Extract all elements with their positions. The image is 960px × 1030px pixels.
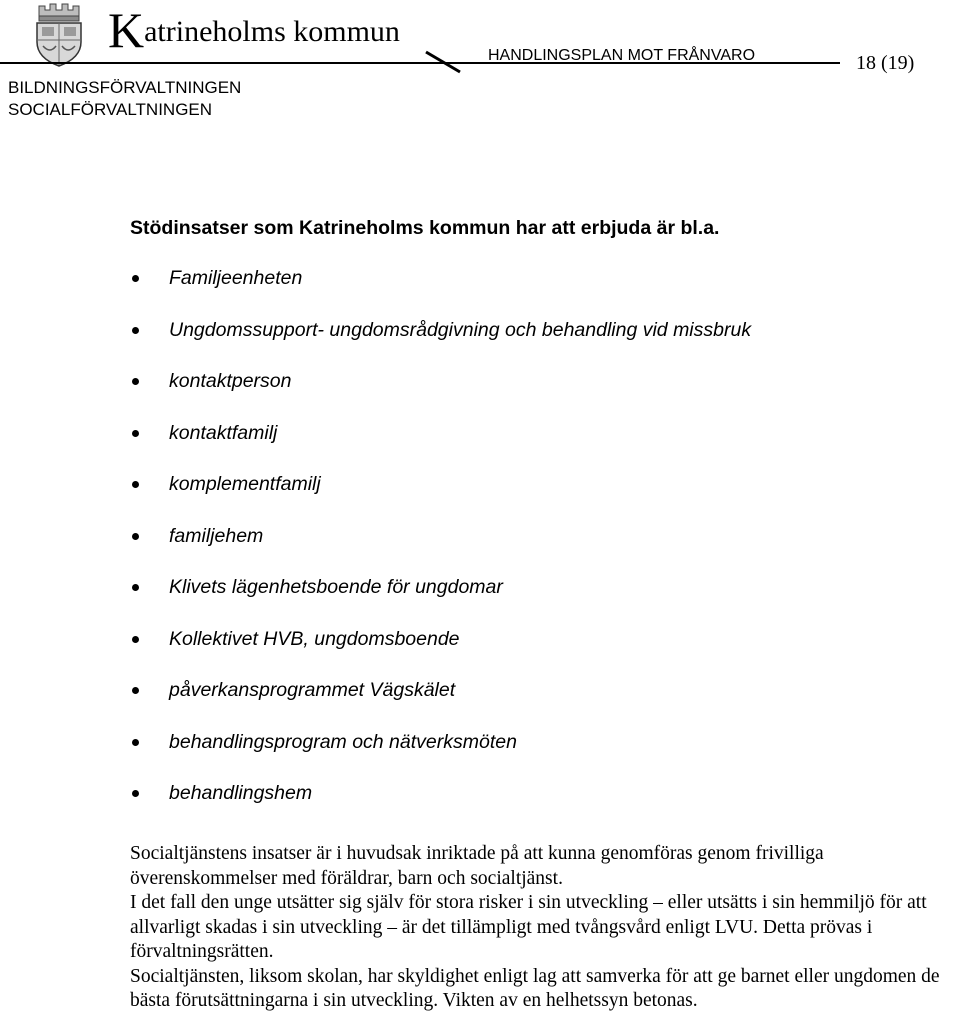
paragraph-lvu: I det fall den unge utsätter sig själv för stora risker i sin utveckling – eller utsätts i sin hemmiljö för att allvarligt skadas i sin utveckling – är det tillämpligt med tvångsvård enligt LVU. Detta prövas i förvaltningsrätten. [130, 892, 927, 962]
bullet-icon [132, 327, 139, 334]
list-item-text: behandlingsprogram och nätverksmöten [169, 730, 517, 753]
section-heading: Stödinsatser som Katrineholms kommun har att erbjuda är bl.a. [130, 217, 720, 239]
paragraph-cooperation: Socialtjänsten, liksom skolan, har skyldighet enligt lag att samverka för att ge barnet eller ungdomen de bästa förutsättningarna i sin utveckling. Vikten av en helhetssyn betonas. [130, 965, 940, 1011]
brand-initial: K [108, 2, 145, 58]
list-item-text: Kollektivet HVB, ungdomsboende [169, 627, 460, 650]
bullet-icon [132, 584, 139, 591]
department-bildning: BILDNINGSFÖRVALTNINGEN [8, 78, 242, 97]
list-item-text: Familjeenheten [169, 267, 303, 289]
body-text [130, 842, 958, 1014]
list-item-text: behandlingshem [169, 782, 313, 804]
list-item-text: påverkansprogrammet Vägskälet [169, 679, 456, 701]
page-number: 18 (19) [856, 52, 915, 74]
brand-rest: atrineholms kommun [144, 15, 400, 48]
department-social: SOCIALFÖRVALTNINGEN [8, 100, 213, 119]
list-item-text: komplementfamilj [169, 473, 321, 495]
document-title: HANDLINGSPLAN MOT FRÅNVARO [488, 47, 756, 64]
list-item-text: Klivets lägenhetsboende för ungdomar [169, 576, 503, 598]
coat-of-arms-logo [30, 2, 88, 68]
list-item-text: kontaktperson [169, 370, 292, 392]
bullet-icon [132, 533, 139, 540]
brand-swoosh [108, 10, 468, 74]
list-item-text: kontaktfamilj [169, 421, 278, 444]
bullet-icon [132, 275, 139, 282]
paragraph-voluntary: Socialtjänstens insatser är i huvudsak inriktade på att kunna genomföras genom frivilliga överenskommelser med föräldrar, barn och socialtjänst. [130, 843, 824, 889]
bullet-icon [132, 739, 139, 746]
bullet-icon [132, 378, 139, 385]
bullet-icon [132, 790, 139, 797]
bullet-icon [132, 430, 139, 437]
bullet-icon [132, 636, 139, 643]
bullet-icon [132, 481, 139, 488]
bullet-icon [132, 687, 139, 694]
brand-logo [108, 2, 468, 70]
list-item-text: Ungdomssupport- ungdomsrådgivning och behandling vid missbruk [169, 318, 752, 341]
list-item-text: familjehem [169, 524, 264, 547]
